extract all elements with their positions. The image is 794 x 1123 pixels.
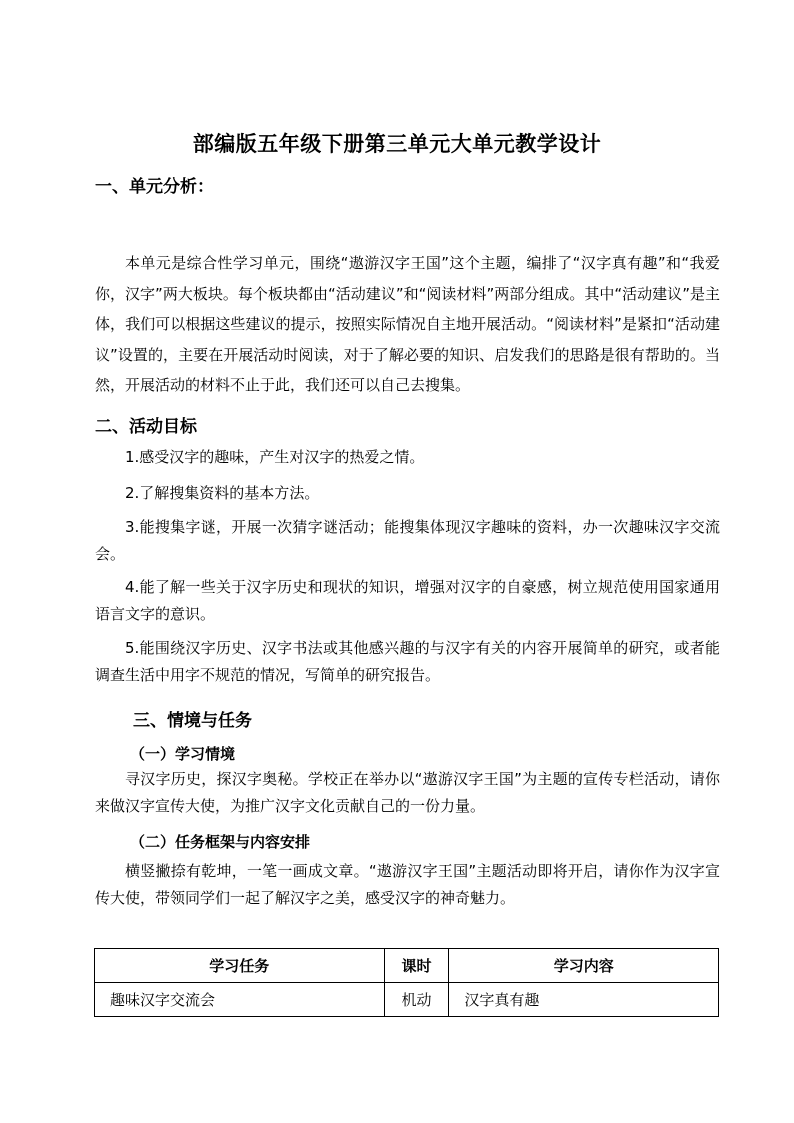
table-header-row	[95, 949, 719, 983]
goal-item-1: 1.感受汉字的趣味，产生对汉字的热爱之情。	[125, 448, 425, 466]
section-heading-activity-goals: 二、活动目标	[95, 417, 197, 437]
section-heading-unit-analysis: 一、单元分析：	[95, 177, 214, 197]
subsection-heading-learning-context: （一）学习情境	[130, 745, 236, 763]
goal-item-4: 4.能了解一些关于汉字历史和现状的知识，增强对汉字的自豪感，树立规范使用国家通用语言文字的意识。	[95, 578, 720, 623]
unit-analysis-paragraph: 本单元是综合性学习单元，围绕“遨游汉字王国”这个主题，编排了“汉字真有趣”和“我爱你，汉字”两大板块。每个板块都由“活动建议”和“阅读材料”两部分组成。其中“活动建议”是主体，我们可以根据这些建议的提示，按照实际情况自主地开展活动。“阅读材料”是紧扣“活动建议”设置的，主要在开展活动时阅读，对于了解必要的知识、启发我们的思路是很有帮助的。当然，开展活动的材料不止于此，我们还可以自己去搜集。	[95, 254, 720, 394]
task-table	[94, 948, 719, 1017]
goal-item-5: 5.能围绕汉字历史、汉字书法或其他感兴趣的与汉字有关的内容开展简单的研究，或者能调查生活中用字不规范的情况，写简单的研究报告。	[95, 639, 720, 684]
learning-context-paragraph: 寻汉字历史，探汉字奥秘。学校正在举办以“遨游汉字王国”为主题的宣传专栏活动，请你来做汉字宣传大使，为推广汉字文化贡献自己的一份力量。	[95, 770, 720, 815]
table-header-cell: 学习内容	[449, 949, 719, 983]
table-header-cell: 课时	[384, 949, 449, 983]
section-heading-context-tasks: 三、情境与任务	[133, 711, 252, 731]
subsection-heading-task-framework: （二）任务框架与内容安排	[130, 833, 311, 851]
table-cell: 机动	[384, 983, 449, 1017]
table-cell: 趣味汉字交流会	[95, 983, 385, 1017]
document-title: 部编版五年级下册第三单元大单元教学设计	[192, 132, 602, 156]
goal-item-3: 3.能搜集字谜，开展一次猜字谜活动；能搜集体现汉字趣味的资料，办一次趣味汉字交流会。	[95, 518, 720, 563]
table-cell: 汉字真有趣	[449, 983, 719, 1017]
task-framework-paragraph: 横竖撇捺有乾坤，一笔一画成文章。“遨游汉字王国”主题活动即将开启，请你作为汉字宣传大使，带领同学们一起了解汉字之美，感受汉字的神奇魅力。	[95, 862, 720, 907]
goal-item-2: 2.了解搜集资料的基本方法。	[125, 484, 320, 502]
table-row	[95, 983, 719, 1017]
table-header-cell: 学习任务	[95, 949, 385, 983]
